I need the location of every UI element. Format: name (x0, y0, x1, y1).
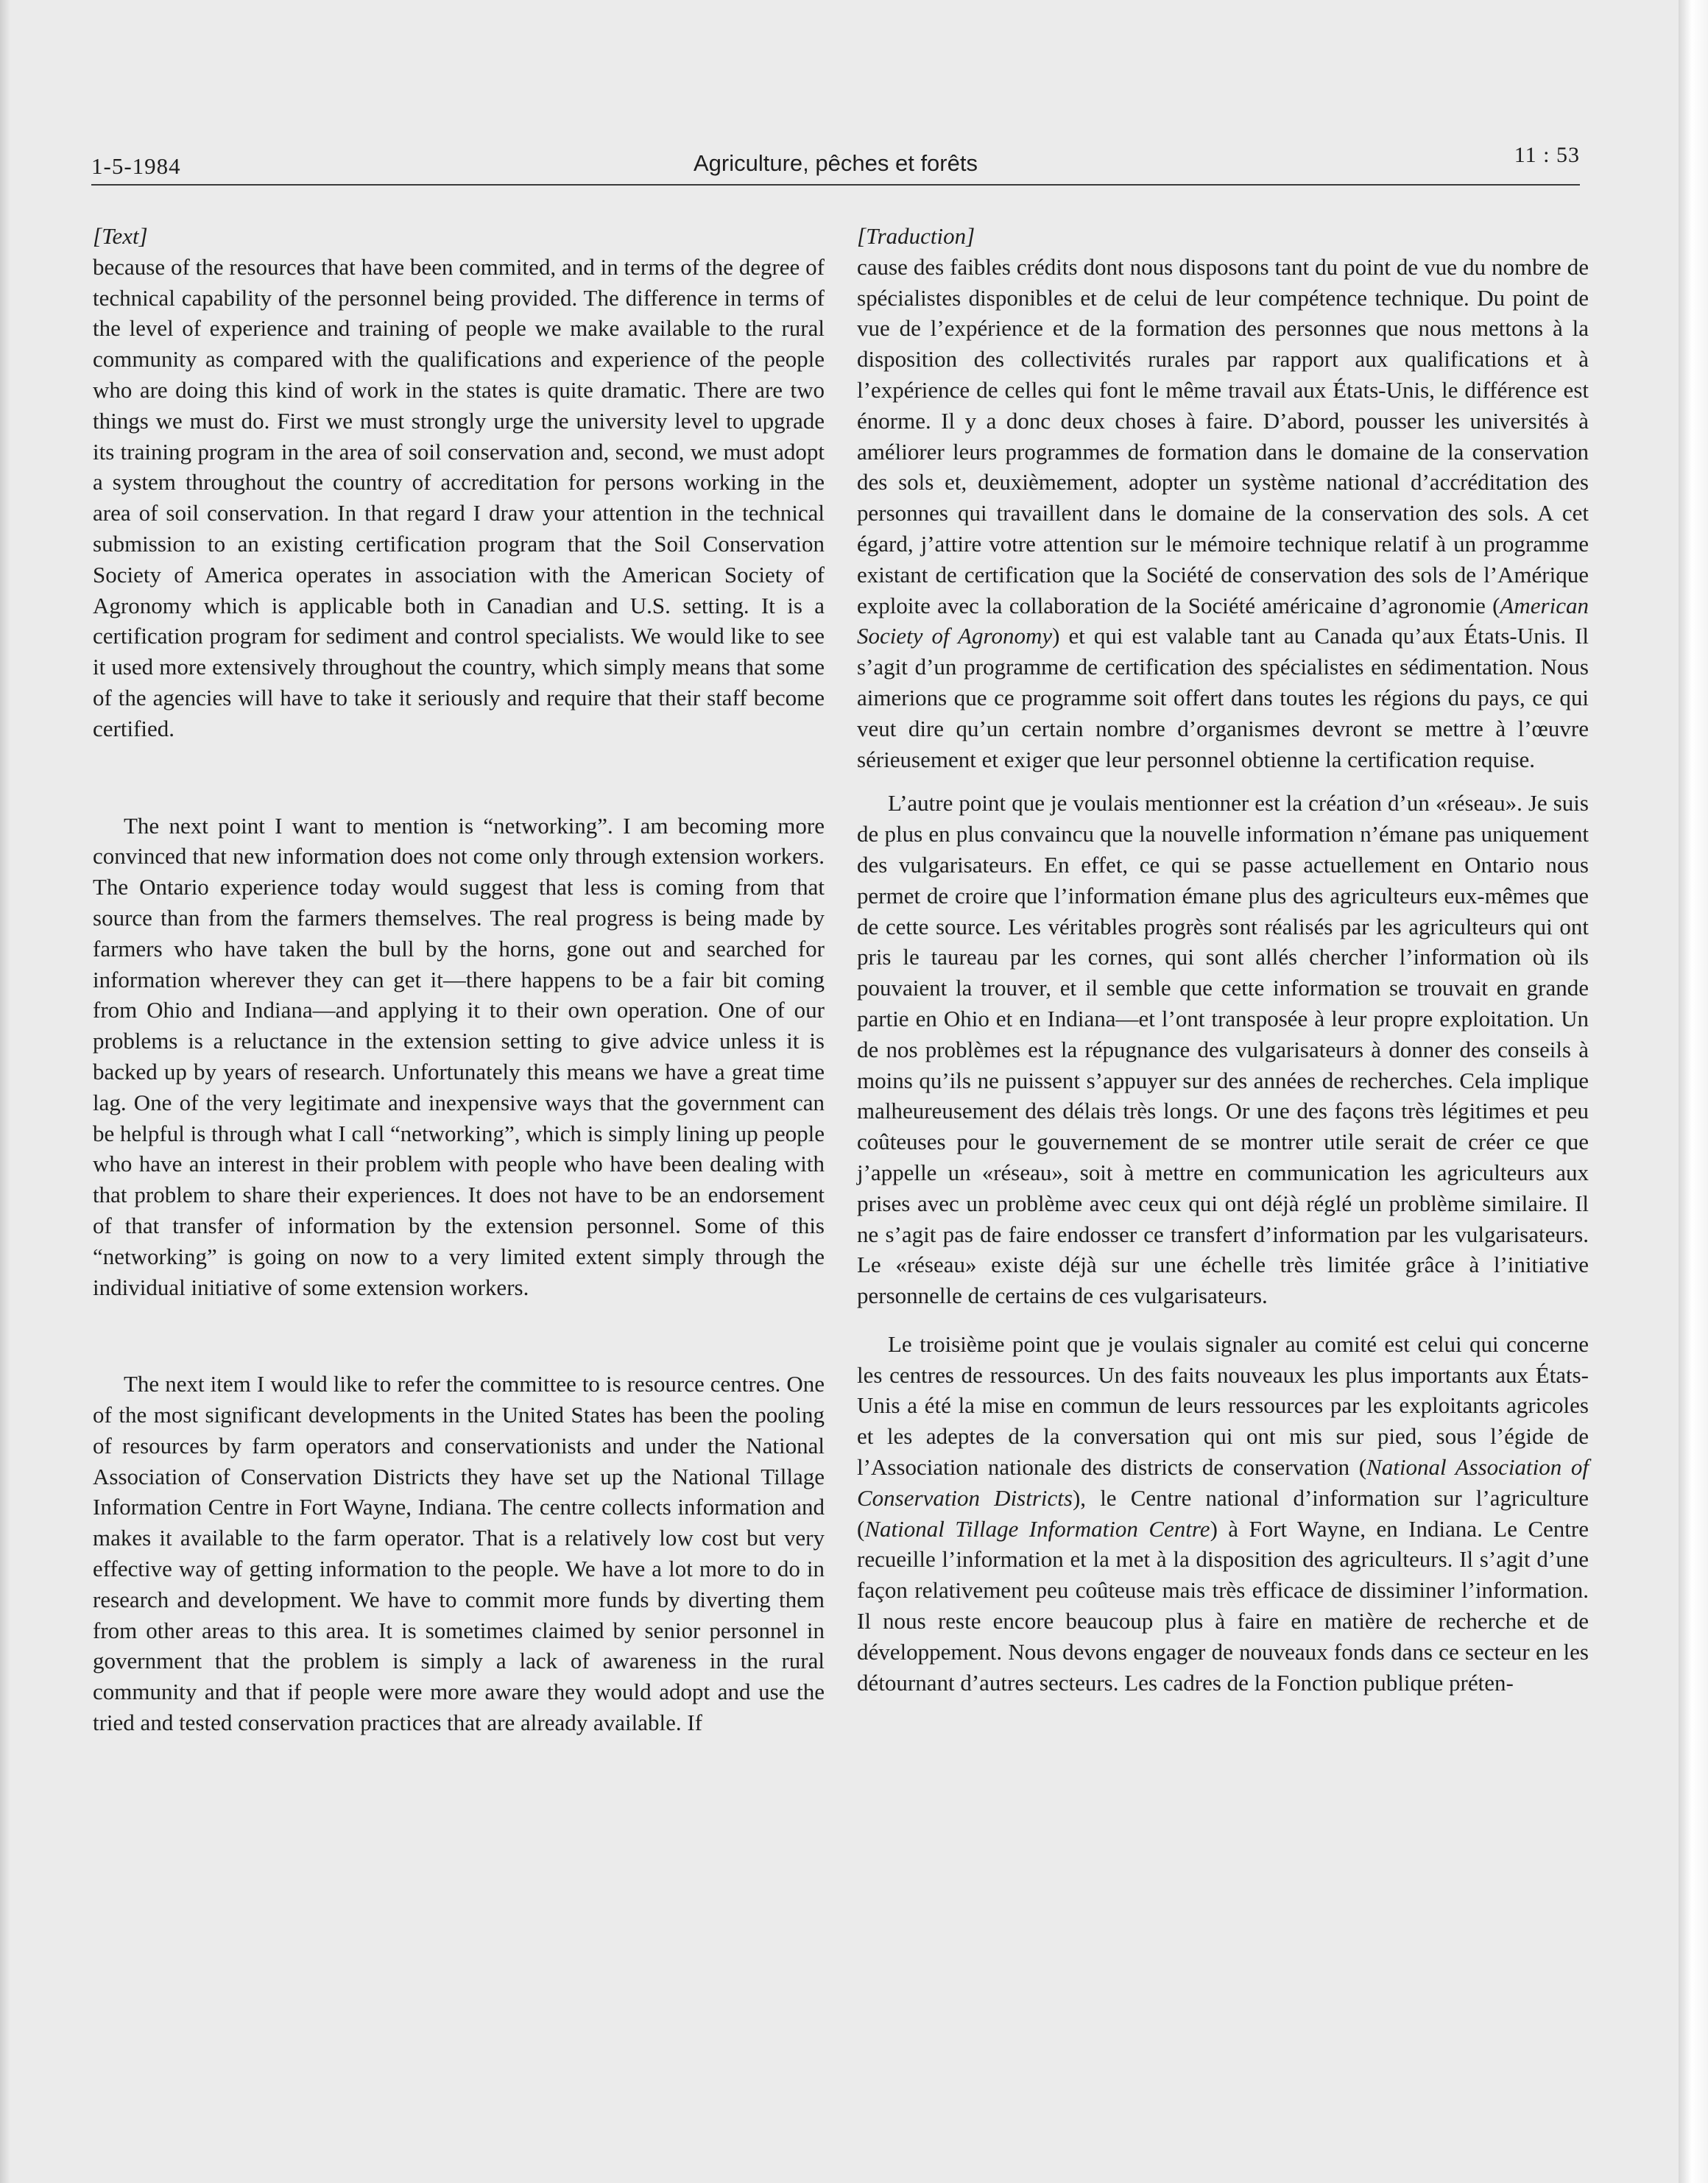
french-column (857, 221, 1589, 1698)
header-rule (91, 184, 1580, 186)
page-header (91, 137, 1580, 184)
header-title: Agriculture, pêches et forêts (694, 150, 978, 176)
french-paragraph: cause des faibles crédits dont nous disposons tant du point de vue du nombre de spécialistes disponibles et de celui de leur compétence technique. Du point de vue de l’expérience et de la formation des personnes que nous mettons à la disposition des collectivités rurales par rapport aux qualifications et à l’expérience de celles qui font le même travail aux États-Unis, le différence est énorme. Il y a donc deux choses à faire. D’abord, pousser les universités à améliorer leurs programmes de formation dans le domaine de la conservation des sols et, deuxièmement, adopter un système national d’accréditation des personnes qui travaillent dans le domaine de la conservation des sols. A cet égard, j’attire votre attention sur le mémoire technique relatif à un programme existant de certification que la Société de conservation des sols de l’Amérique exploite avec la collaboration de la Société américaine d’agronomie (American Society of Agronomy) et qui est valable tant au Canada qu’aux États-Unis. Il s’agit d’un programme de certification des spécialistes en sédimentation. Nous aimerions que ce programme soit offert dans toutes les régions du pays, ce qui veut dire qu’un certain nombre d’organismes devront se mettre à l’œuvre sérieusement et exiger que leur personnel obtienne la certification requise. (857, 253, 1589, 772)
english-paragraph: The next item I would like to refer the committee to is resource centres. One of the most significant developments in the United States has been the pooling of resources by farm operators and conservationists and under the National Association of Conservation Districts they have set up the National Tillage Information Centre in Fort Wayne, Indiana. The centre collects information and makes it available to the farm operator. That is a relatively low cost but very effective way of getting information to the people. We have a lot more to do in research and development. We have to commit more funds by diverting them from other areas to this area. It is sometimes claimed by senior personnel in government that the problem is simply a lack of awareness in the rural community and that if people were more aware they would adopt and use the tried and tested conservation practices that are already available. If (93, 1371, 825, 1736)
english-paragraph: because of the resources that have been commited, and in terms of the degree of technical capability of the personnel being provided. The difference in terms of the level of experience and training of people we make available to the rural community as compared with the qualifications and experience of the people who are doing this kind of work in the states is quite dramatic. There are two things we must do. First we must strongly urge the university level to upgrade its training program in the area of soil conservation and, second, we must adopt a system throughout the country of accreditation for persons working in the area of soil conservation. In that regard I draw your attention in the technical submission to an existing certification program that the Soil Conservation Society of America operates in association with the American Society of Agronomy which is applicable both in Canadian and U.S. setting. It is a certification program for sediment and control specialists. We would like to see it used more extensively throughout the country, which simply means that some of the agencies will have to take it seriously and require that their staff become certified. (93, 253, 825, 741)
header-date: 1-5-1984 (91, 153, 181, 179)
french-paragraph: Le troisième point que je voulais signaler au comité est celui qui concerne les centres de ressources. Un des faits nouveaux les plus importants aux États-Unis a été la mise en commun de leurs ressources par les exploitants agricoles et les adeptes de la conversation qui ont mis sur pied, sous l’égide de l’Association nationale des districts de conservation (National Association of Conservation Districts), le Centre national d’information sur l’agriculture (National Tillage Information Centre) à Fort Wayne, en Indiana. Le Centre recueille l’information et la met à la disposition des agriculteurs. Il s’agit d’une façon relativement peu coûteuse mais très efficace de dissiminer l’information. Il nous reste encore beaucoup plus à faire en matière de recherche et de développement. Nous devons engager de nouveaux fonds dans ce secteur en les détournant d’autres secteurs. Les cadres de la Fonction publique préten- (857, 1330, 1589, 1696)
english-column (93, 221, 825, 1738)
translation-tag: [Traduction] (857, 223, 975, 249)
text-tag: [Text] (93, 223, 148, 249)
page-edge (1679, 0, 1708, 2183)
english-paragraph: The next point I want to mention is “networking”. I am becoming more convinced that new information does not come only through extension workers. The Ontario experience today would suggest that less is coming from that source than from the farmers themselves. The real progress is being made by farmers who have taken the bull by the horns, gone out and searched for information wherever they can get it—there happens to be a fair bit coming from Ohio and Indiana—and applying it to their own operation. One of our problems is a reluctance in the extension setting to give advice unless it is backed up by years of research. Unfortunately this means we have a great time lag. One of the very legitimate and inexpensive ways that the government can be helpful is through what I call “networking”, which is simply lining up people who have an interest in their problem with people who have been dealing with that problem to share their experiences. It does not have to be an endorsement of that transfer of information by the extension personnel. Some of this “networking” is going on now to a very limited extent simply through the individual initiative of some extension workers. (93, 812, 825, 1300)
header-page-number: 11 : 53 (1514, 143, 1580, 167)
scan-left-shadow (0, 0, 10, 2183)
french-paragraph: L’autre point que je voulais mentionner est la création d’un «réseau». Je suis de plus en plus convaincu que la nouvelle information n’émane pas uniquement des vulgarisateurs. En effet, ce qui se passe actuellement en Ontario nous permet de croire que l’information émane plus des agriculteurs eux-mêmes que de cette source. Les véritables progrès sont réalisés par les agriculteurs qui ont pris le taureau par les cornes, qui sont allés chercher l’information où ils pouvaient la trouver, et il semble que cette information se trouvait en grande partie en Ohio et en Indiana—et l’ont transposée à leur propre exploitation. Un de nos problèmes est la répugnance des vulgarisateurs à donner des conseils à moins qu’ils ne puissent s’appuyer sur des années de recherches. Cela implique malheureusement des délais très longs. Or une des façons très légitimes et peu coûteuses pour le gouvernement de se montrer utile serait de créer ce que j’appelle un «réseau», soit à mettre en communication les agriculteurs aux prises avec un problème avec ceux qui ont déjà réglé un problème similaire. Il ne s’agit pas de faire endosser ce transfert d’information par les vulgarisateurs. Le «réseau» existe déjà sur une échelle très limitée grâce à l’initiative personnelle de certains de ces vulgarisateurs. (857, 790, 1589, 1309)
